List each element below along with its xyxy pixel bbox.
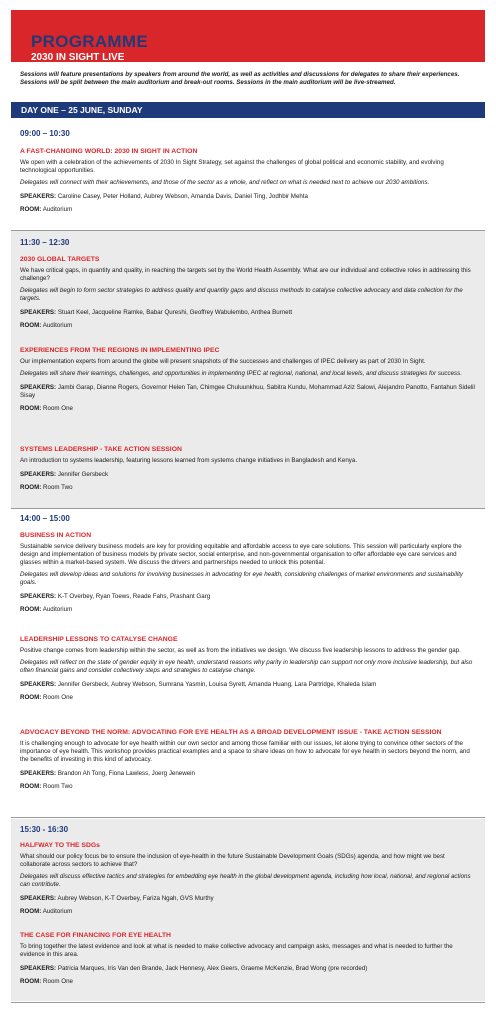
room-name: Auditorium bbox=[42, 206, 73, 213]
session-room bbox=[20, 322, 476, 330]
speakers-label: SPEAKERS: bbox=[20, 309, 57, 316]
session-room bbox=[20, 484, 476, 492]
slot-divider bbox=[11, 1002, 485, 1003]
session-room bbox=[20, 908, 476, 916]
speakers-list: Jambi Garap, Dianne Rogers, Governor Helen Tan, Chimgee Chuluunkhuu, Sabitra Kundu, Mohammad Aziz Salowi, Alejandro Panotto, Fantahun Sidelil Sisay bbox=[20, 384, 475, 399]
session-block bbox=[20, 255, 476, 330]
session-block bbox=[20, 445, 476, 492]
day-header bbox=[11, 102, 485, 118]
speakers-label: SPEAKERS: bbox=[20, 471, 57, 478]
session-description: An introduction to systems leadership, featuring lessons learned from systems change initiatives in Bangladesh and Kenya. bbox=[20, 457, 358, 464]
room-label: ROOM: bbox=[20, 606, 42, 613]
session-title: A FAST-CHANGING WORLD: 2030 IN SIGHT IN ACTION bbox=[20, 148, 198, 155]
room-name: Room Two bbox=[43, 484, 73, 491]
session-title: THE CASE FOR FINANCING FOR EYE HEALTH bbox=[20, 932, 171, 939]
session-description: What should our policy focus be to ensure the inclusion of eye-health in the future Sustainable Development Goals (SDGs) agenda, and how might we best collaborate across sectors to achieve that? bbox=[20, 853, 445, 868]
room-label: ROOM: bbox=[20, 484, 42, 491]
room-name: Room One bbox=[43, 978, 73, 985]
session-description: We have critical gaps, in quantity and quality, in reaching the targets set by the World Health Assembly. What are our individual and collective roles in addressing this challenge? bbox=[20, 267, 471, 282]
session-room bbox=[20, 978, 476, 986]
session-room bbox=[20, 405, 476, 413]
session-outcome: Delegates will connect with their achievements, and those of the sector as a whole, and reflect on what is needed next to achieve our 2030 ambitions. bbox=[20, 179, 430, 186]
session-room bbox=[20, 783, 476, 791]
session-description: It is challenging enough to advocate for eye health within our own sector and among those familiar with our issues, let alone trying to convince other sectors of the importance of eye health. This workshop provides practical examples and a space to share ideas on how to advocate for eye health in sectors beyond the norm, and the benefits of investing in this kind of advocacy. bbox=[20, 740, 470, 763]
room-label: ROOM: bbox=[20, 206, 42, 213]
speakers-label: SPEAKERS: bbox=[20, 965, 57, 972]
room-name: Auditorium bbox=[42, 322, 73, 329]
page-title: PROGRAMME bbox=[31, 32, 148, 51]
session-speakers bbox=[20, 593, 476, 601]
session-speakers bbox=[20, 895, 476, 903]
speakers-list: Caroline Casey, Peter Holland, Aubrey Webson, Amanda Davis, Daniel Ting, Jodhbir Mehta bbox=[57, 193, 308, 200]
programme-banner bbox=[11, 10, 485, 62]
session-speakers bbox=[20, 384, 476, 400]
room-name: Room Two bbox=[43, 783, 73, 790]
speakers-list: Patricia Marques, Iris Van den Brande, Jack Hennesy, Alex Geers, Graeme McKenzie, Brad Wong (pre recorded) bbox=[57, 965, 368, 972]
intro-text: Sessions will feature presentations by speakers from around the world, as well as activities and discussions for delegates to share their experiences. Sessions will be split between the main auditorium and break-out rooms. Sessions in the main auditorium will be live-streamed. bbox=[20, 71, 460, 86]
session-outcome: Delegates will develop ideas and solutions for involving businesses in advocating for eye health, considering challenges of market environments and sustainability goals. bbox=[20, 571, 464, 586]
session-block bbox=[20, 346, 476, 413]
room-name: Room One bbox=[43, 405, 73, 412]
time-slot bbox=[11, 122, 485, 230]
session-outcome: Delegates will share their learnings, challenges, and opportunities in implementing IPEC at regional, national, and local levels, and discuss strategies for success. bbox=[20, 370, 462, 377]
room-label: ROOM: bbox=[20, 322, 42, 329]
session-title: ADVOCACY BEYOND THE NORM: ADVOCATING FOR EYE HEALTH AS A BROAD DEVELOPMENT ISSUE - TAKE ACTION SESSION bbox=[20, 729, 442, 736]
session-speakers bbox=[20, 681, 476, 689]
speakers-label: SPEAKERS: bbox=[20, 593, 57, 600]
session-description: Our implementation experts from around the globe will present snapshots of the successes and challenges of IPEC delivery as part of 2030 In Sight. bbox=[20, 358, 426, 365]
slot-time: 15:30 - 16:30 bbox=[20, 825, 69, 834]
speakers-list: Jennifer Gersbeck bbox=[57, 471, 109, 478]
room-label: ROOM: bbox=[20, 405, 42, 412]
session-room bbox=[20, 606, 476, 614]
slot-time: 09:00 – 10:30 bbox=[20, 129, 70, 138]
time-slot bbox=[11, 819, 485, 1001]
slot-time: 14:00 – 15:00 bbox=[20, 514, 70, 523]
session-outcome: Delegates will reflect on the state of gender equity in eye health, understand reasons why parity in leadership can support not only more inclusive leadership, but also often financial gains and consider collectively steps and strategies to catalyse change. bbox=[20, 659, 473, 674]
room-label: ROOM: bbox=[20, 978, 42, 985]
session-outcome: Delegates will begin to form sector strategies to address quality and quantity gaps and discuss methods to catalyse collective advocacy and data collection for the targets. bbox=[20, 287, 463, 302]
session-title: EXPERIENCES FROM THE REGIONS IN IMPLEMENTING IPEC bbox=[20, 347, 220, 354]
speakers-list: K-T Overbey, Ryan Toews, Reade Fahs, Prashant Garg bbox=[57, 593, 211, 600]
day-label: DAY ONE – 25 JUNE, SUNDAY bbox=[21, 105, 143, 115]
session-title: BUSINESS IN ACTION bbox=[20, 532, 92, 539]
speakers-label: SPEAKERS: bbox=[20, 193, 57, 200]
speakers-label: SPEAKERS: bbox=[20, 681, 57, 688]
session-speakers bbox=[20, 965, 476, 973]
session-room bbox=[20, 206, 476, 214]
session-description: Positive change comes from leadership within the sector, as well as from the initiatives we design. We discuss five leadership lessons to address the gender gap. bbox=[20, 647, 461, 654]
session-block bbox=[20, 635, 476, 702]
session-room bbox=[20, 694, 476, 702]
session-speakers bbox=[20, 309, 476, 317]
session-speakers bbox=[20, 471, 476, 479]
session-block bbox=[20, 728, 476, 791]
speakers-list: Brandon Ah Tong, Fiona Lawless, Joerg Jenewein bbox=[57, 770, 195, 777]
session-speakers bbox=[20, 193, 476, 201]
room-name: Room One bbox=[43, 694, 73, 701]
speakers-label: SPEAKERS: bbox=[20, 384, 57, 391]
session-outcome: Delegates will discuss effective tactics and strategies for embedding eye health in the global development agenda, including how local, national, and regional actions can contribute. bbox=[20, 873, 471, 888]
session-description: Sustainable service delivery business models are key for providing equitable and affordable access to eye care solutions. This session will particularly explore the design and implementation of business models by private sector, social enterprise, and non-governmental organisation to offer affordable eye care services and glasses within a market-based system. We discuss the drivers and partnerships needed to unlock this potential. bbox=[20, 543, 462, 566]
room-name: Auditorium bbox=[42, 606, 73, 613]
speakers-list: Jennifer Gersbeck, Aubrey Webson, Sumrana Yasmin, Louisa Syrett, Amanda Huang, Lara Partridge, Khaleda Islam bbox=[57, 681, 377, 688]
slot-divider bbox=[11, 817, 485, 818]
page-subtitle: 2030 IN SIGHT LIVE bbox=[31, 52, 125, 63]
room-label: ROOM: bbox=[20, 783, 42, 790]
slot-time: 11:30 – 12:30 bbox=[20, 238, 70, 247]
session-speakers bbox=[20, 770, 476, 778]
session-title: LEADERSHIP LESSONS TO CATALYSE CHANGE bbox=[20, 636, 178, 643]
speakers-list: Stuart Keel, Jacqueline Ramke, Babar Qureshi, Geoffrey Wabulembo, Anthea Burnett bbox=[57, 309, 293, 316]
session-title: SYSTEMS LEADERSHIP - TAKE ACTION SESSION bbox=[20, 446, 182, 453]
session-title: HALFWAY TO THE SDGs bbox=[20, 842, 100, 849]
speakers-list: Aubrey Webson, K-T Overbey, Fariza Ngah, GVS Murthy bbox=[57, 895, 214, 902]
session-block bbox=[20, 931, 476, 986]
session-description: We open with a celebration of the achievements of 2030 In Sight Strategy, set against the challenges of global political and economic stability, and evolving technological opportunities. bbox=[20, 159, 444, 174]
session-block bbox=[20, 531, 476, 614]
room-name: Auditorium bbox=[42, 908, 73, 915]
room-label: ROOM: bbox=[20, 908, 42, 915]
session-block bbox=[20, 147, 476, 214]
room-label: ROOM: bbox=[20, 694, 42, 701]
session-description: To bring together the latest evidence and look at what is needed to make collective advocacy and campaign asks, messages and what is needed to further the evidence in this area. bbox=[20, 943, 453, 958]
time-slot bbox=[11, 231, 485, 508]
time-slot bbox=[11, 509, 485, 817]
session-title: 2030 GLOBAL TARGETS bbox=[20, 256, 100, 263]
session-block bbox=[20, 841, 476, 916]
speakers-label: SPEAKERS: bbox=[20, 770, 57, 777]
speakers-label: SPEAKERS: bbox=[20, 895, 57, 902]
